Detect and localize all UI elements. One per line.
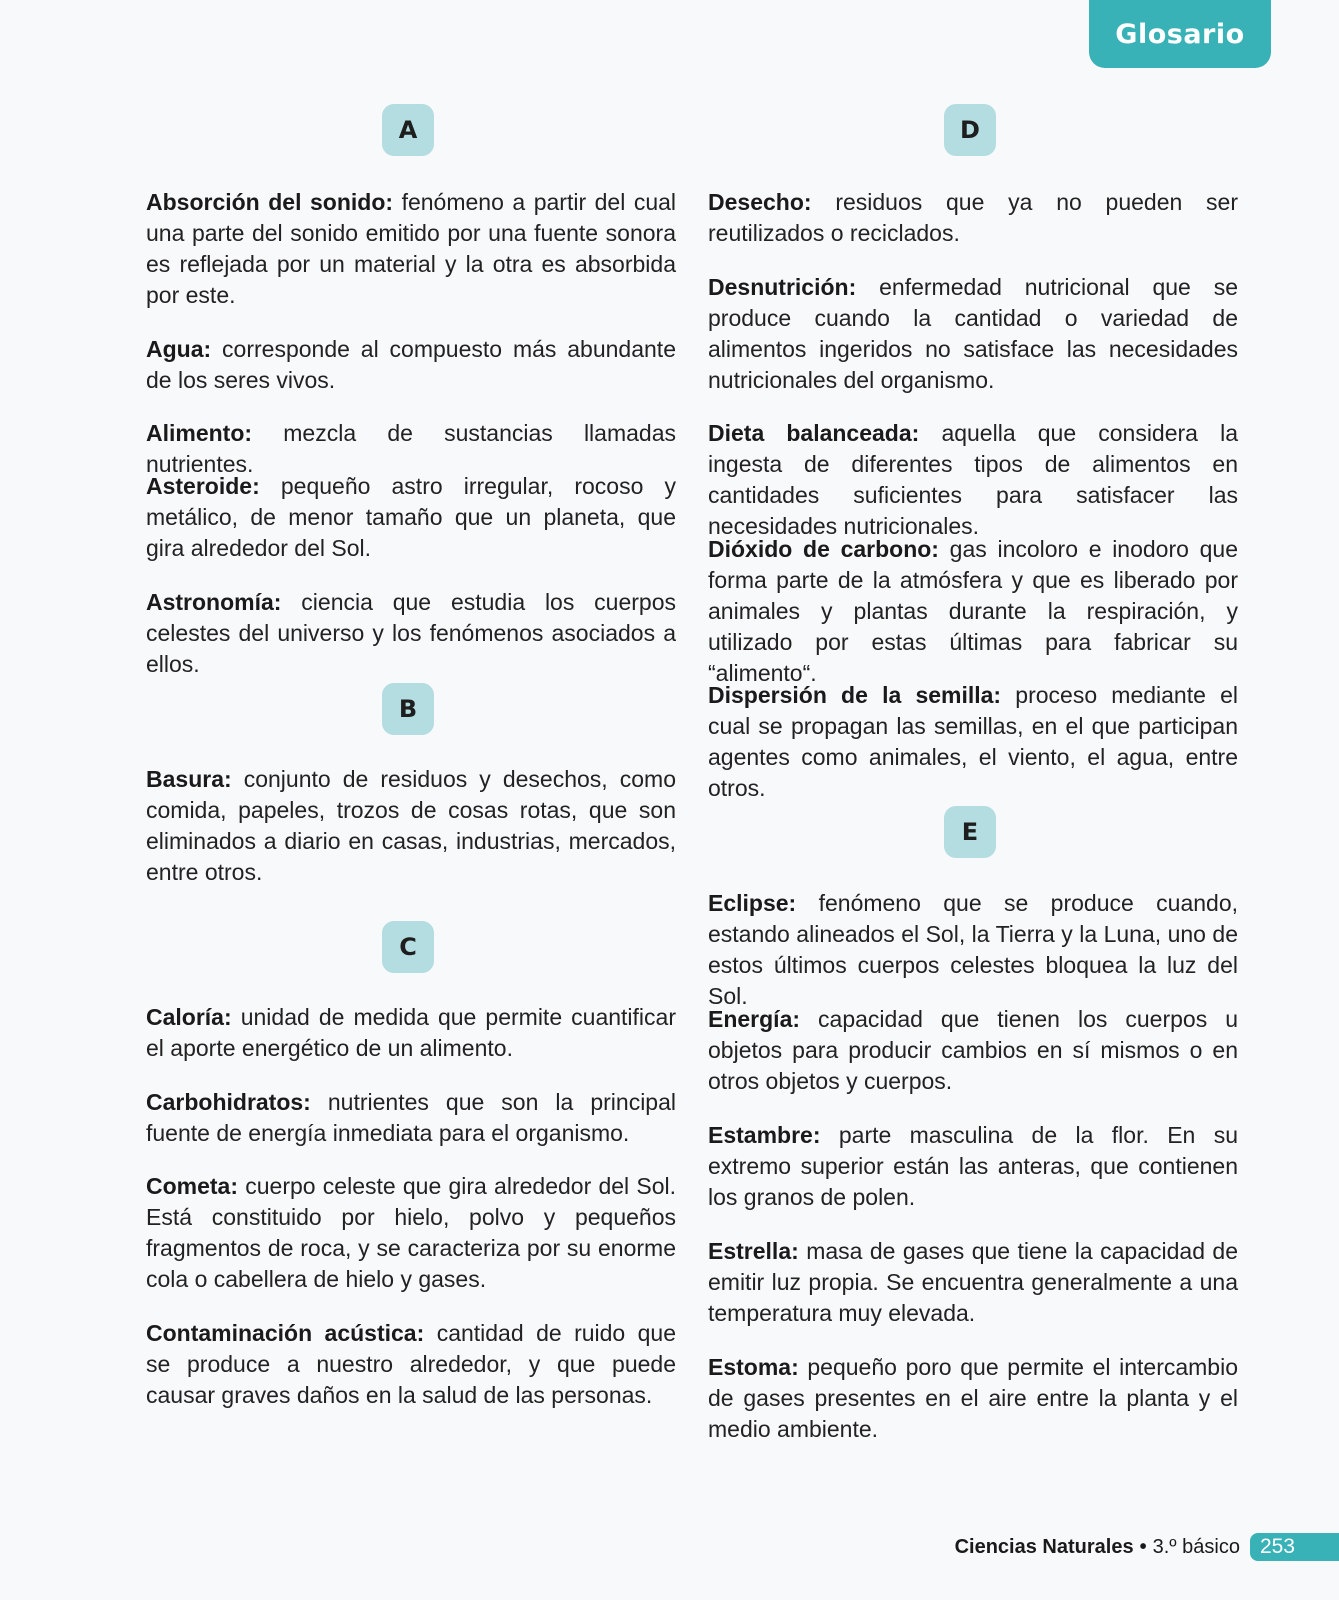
glossary-entry (708, 418, 1238, 542)
entry-definition: residuos que ya no pueden ser reutilizados o reciclados. (708, 189, 1238, 246)
glossary-entry (146, 587, 676, 680)
glossary-entry (146, 1002, 676, 1064)
glossary-entry (146, 1171, 676, 1295)
footer-grade: 3.º básico (1152, 1535, 1240, 1558)
glossary-entry (708, 1004, 1238, 1097)
entry-definition: ciencia que estudia los cuerpos celestes del universo y los fenómenos asociados a ellos. (146, 589, 677, 677)
entry-definition: enfermedad nutricional que se produce cuando la cantidad o variedad de alimentos ingeridos no satisface las necesidades nutricionales del organismo. (708, 274, 1239, 393)
entry-term: Estambre: (708, 1122, 821, 1148)
entry-term: Caloría: (146, 1004, 232, 1030)
entry-definition: fenómeno que se produce cuando, estando alineados el Sol, la Tierra y la Luna, uno de estos últimos cuerpos celestes bloquea la luz del Sol. (708, 890, 1238, 1009)
entry-term: Cometa: (146, 1173, 239, 1199)
footer-subject: Ciencias Naturales (954, 1535, 1134, 1558)
entry-definition: pequeño poro que permite el intercambio de gases presentes en el aire entre la planta y el medio ambiente. (708, 1354, 1238, 1442)
glossary-entry (146, 334, 676, 396)
glossary-entry (708, 888, 1238, 1012)
glossary-entry (708, 534, 1238, 689)
entry-term: Estrella: (708, 1238, 799, 1264)
entry-term: Alimento: (146, 420, 253, 446)
glossary-entry (146, 471, 676, 564)
glossary-entry (146, 1318, 676, 1411)
entry-term: Contaminación acústica: (146, 1320, 425, 1346)
entry-term: Asteroide: (146, 473, 260, 499)
entry-definition: masa de gases que tiene la capacidad de emitir luz propia. Se encuentra generalmente a una temperatura muy elevada. (708, 1238, 1238, 1326)
entry-definition: unidad de medida que permite cuantificar el aporte energético de un alimento. (146, 1004, 676, 1061)
glossary-entry (708, 680, 1238, 804)
entry-term: Dióxido de carbono: (708, 536, 939, 562)
entry-term: Agua: (146, 336, 212, 362)
entry-definition: aquella que considera la ingesta de diferentes tipos de alimentos en cantidades suficientes para satisfacer las necesidades nutricionales. (708, 420, 1238, 539)
glossary-entry (708, 187, 1238, 249)
entry-definition: cuerpo celeste que gira alrededor del Sol. Está constituido por hielo, polvo y pequeños fragmentos de roca, y se caracteriza por su enorme cola o cabellera de hielo y gases. (146, 1173, 677, 1292)
glossary-entry (146, 1087, 676, 1149)
entry-term: Basura: (146, 766, 232, 792)
entry-definition: cantidad de ruido que se produce a nuestro alrededor, y que puede causar graves daños en la salud de las personas. (146, 1320, 677, 1408)
entry-definition: corresponde al compuesto más abundante de los seres vivos. (146, 336, 676, 393)
glossary-entry (708, 1352, 1238, 1445)
section-letter-b: B (382, 683, 434, 735)
glossary-entry (708, 1236, 1238, 1329)
entry-term: Carbohidratos: (146, 1089, 311, 1115)
entry-definition: nutrientes que son la principal fuente de energía inmediata para el organismo. (146, 1089, 676, 1146)
page-number: 253 (1250, 1533, 1339, 1561)
entry-definition: conjunto de residuos y desechos, como comida, papeles, trozos de cosas rotas, que son eliminados a diario en casas, industrias, mercados, entre otros. (146, 766, 676, 885)
entry-term: Dispersión de la semilla: (708, 682, 1002, 708)
entry-term: Eclipse: (708, 890, 797, 916)
glossary-entry (146, 187, 676, 311)
entry-definition: mezcla de sustancias llamadas nutrientes. (146, 420, 676, 477)
entry-term: Dieta balanceada: (708, 420, 920, 446)
entry-term: Desecho: (708, 189, 812, 215)
entry-definition: pequeño astro irregular, rocoso y metálico, de menor tamaño que un planeta, que gira alrededor del Sol. (146, 473, 676, 561)
section-letter-d: D (944, 104, 996, 156)
entry-definition: proceso mediante el cual se propagan las semillas, en el que participan agentes como animales, el viento, el agua, entre otros. (708, 682, 1238, 801)
glossary-entry (708, 1120, 1238, 1213)
entry-term: Absorción del sonido: (146, 189, 394, 215)
entry-definition: capacidad que tienen los cuerpos u objetos para producir cambios en sí mismos o en otros objetos y cuerpos. (708, 1006, 1239, 1094)
entry-definition: fenómeno a partir del cual una parte del sonido emitido por una fuente sonora es reflejada por un material y la otra es absorbida por este. (146, 189, 677, 308)
glossary-tab: Glosario (1089, 0, 1271, 68)
section-letter-a: A (382, 104, 434, 156)
glossary-entry (708, 272, 1238, 396)
entry-term: Desnutrición: (708, 274, 857, 300)
page-footer (955, 1533, 1339, 1561)
glossary-entry (146, 764, 676, 888)
footer-separator: • (1139, 1535, 1147, 1558)
entry-term: Estoma: (708, 1354, 799, 1380)
entry-term: Astronomía: (146, 589, 282, 615)
entry-term: Energía: (708, 1006, 801, 1032)
entry-definition: gas incoloro e inodoro que forma parte de la atmósfera y que es liberado por animales y plantas durante la respiración, y utilizado por estas últimas para fabricar su “alimento“. (708, 536, 1238, 686)
section-letter-e: E (944, 806, 996, 858)
section-letter-c: C (382, 921, 434, 973)
entry-definition: parte masculina de la flor. En su extremo superior están las anteras, que contienen los granos de polen. (708, 1122, 1239, 1210)
